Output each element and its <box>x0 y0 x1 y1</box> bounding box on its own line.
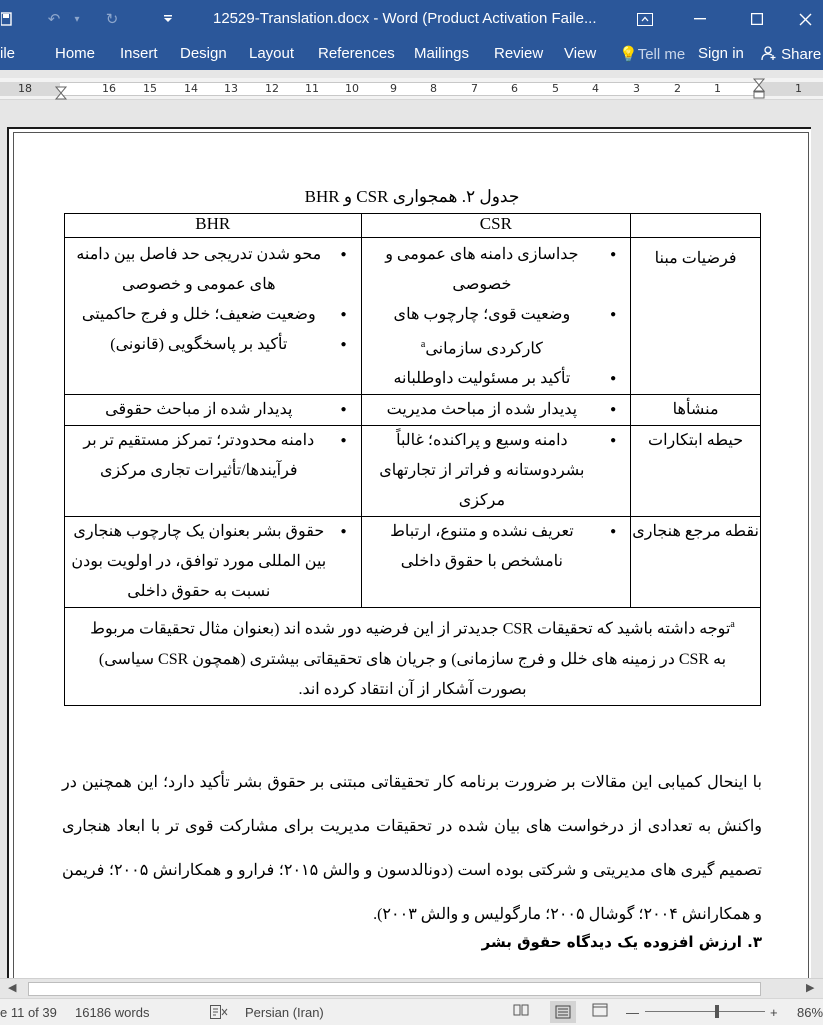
close-icon[interactable] <box>788 0 823 38</box>
bhr-cell <box>65 238 362 395</box>
ruler-number: 7 <box>471 82 478 95</box>
list-item: ● جداسازی دامنه های عمومی و خصوصی <box>368 240 625 300</box>
footnote-marker: a <box>420 339 426 350</box>
tab-file[interactable]: ile <box>0 45 16 62</box>
tab-layout[interactable]: Layout <box>249 45 295 62</box>
person-add-icon <box>761 45 777 61</box>
window-title: 12529-Translation.docx - Word (Product Activation Faile... <box>213 10 597 27</box>
list-item: ● پدیدار شده از مباحث حقوقی <box>71 395 355 425</box>
table-row <box>65 238 761 395</box>
csr-cell <box>361 426 631 517</box>
ruler-margin-right <box>760 82 823 96</box>
list-item: ● تعریف نشده و متنوع، ارتباط نامشخص با حقوق داخلی <box>368 517 625 577</box>
scrollbar-thumb[interactable] <box>28 982 761 996</box>
read-mode-icon[interactable] <box>513 1003 529 1020</box>
customize-qat-icon[interactable] <box>158 0 178 38</box>
tab-view[interactable]: View <box>564 45 597 62</box>
web-layout-icon[interactable] <box>592 1003 608 1020</box>
ruler-number: 8 <box>430 82 437 95</box>
ruler-number: 9 <box>390 82 397 95</box>
list-item: ● تأکید بر پاسخگویی (قانونی) <box>71 330 355 360</box>
share-button[interactable] <box>761 45 821 63</box>
zoom-slider-thumb[interactable] <box>715 1005 719 1018</box>
redo-icon[interactable]: ↻ <box>105 11 119 28</box>
footnote-marker: a <box>730 619 735 631</box>
list-item: ● دامنه وسیع و پراکنده؛ غالباً بشردوستانه و فراتر از تجارتهای مرکزی <box>368 426 625 516</box>
body-paragraph: با اینحال کمیابی این مقالات بر ضرورت برنامه کار تحقیقاتی مبتنی بر حقوق بشر تأکید دارد؛ این همچنین در واکنش به تعدادی از درخواست های بیان شده در تحقیقات مدیریت برای مشارکت قوی تر با ابعاد هنجاری تصمیم گیری های مدیریتی و شرکتی بوده است (دونالدسون و والش ۲۰۱۵؛ فرارو و همکارانش ۲۰۰۵؛ فریمن و همکارانش ۲۰۰۴؛ گوشال ۲۰۰۵؛ مارگولیس و والش ۲۰۰۳). <box>62 774 763 923</box>
header-csr: CSR <box>361 214 631 238</box>
language-status[interactable]: Persian (Iran) <box>245 1005 324 1020</box>
left-indent-marker-icon[interactable] <box>55 86 67 100</box>
scroll-left-icon[interactable]: ◀ <box>8 982 17 994</box>
ruler-number: 5 <box>552 82 559 95</box>
list-item: ● وضعیت قوی؛ چارچوب های کارکردی سازمانی$^a$ <box>368 300 625 364</box>
tab-mailings[interactable]: Mailings <box>414 45 470 62</box>
list-item: ● دامنه محدودتر؛ تمرکز مستقیم تر بر فرآیندها/تأثیرات تجاری مرکزی <box>71 426 355 486</box>
ruler-number: 10 <box>345 82 359 95</box>
tab-references[interactable]: References <box>318 45 395 62</box>
document-area[interactable] <box>0 101 811 978</box>
zoom-out-icon[interactable]: — <box>626 1005 639 1020</box>
csr-cell <box>361 517 631 608</box>
ruler-number: 15 <box>143 82 157 95</box>
undo-icon[interactable]: ↶ <box>47 11 61 28</box>
list-item: ● پدیدار شده از مباحث مدیریت <box>368 395 625 425</box>
minimize-icon[interactable] <box>677 0 723 38</box>
ruler-number: 2 <box>674 82 681 95</box>
ruler-number: 12 <box>265 82 279 95</box>
maximize-icon[interactable] <box>734 0 780 38</box>
comparison-table <box>64 213 761 706</box>
section-heading: ۳. ارزش افزوده یک دیدگاه حقوق بشر <box>481 933 762 951</box>
row-label: نقطه مرجع هنجاری <box>631 517 761 608</box>
word-count[interactable]: 16186 words <box>75 1005 150 1020</box>
table-row <box>65 426 761 517</box>
status-bar <box>0 998 823 1025</box>
ruler-number: 16 <box>102 82 116 95</box>
row-label: فرضیات مبنا <box>631 238 761 395</box>
ruler-number: 13 <box>224 82 238 95</box>
table-note-text: توجه داشته باشید که تحقیقات CSR جدیدتر از این فرضیه دور شده اند (بعنوان مثال تحقیقات مربوط به CSR در زمینه های خلل و فرج سازمانی) و جریان های تحقیقاتی بیشتری (همچون CSR سیاسی) بصورت آشکار از آن انتقاد کرده اند. <box>90 620 731 698</box>
table-row <box>65 517 761 608</box>
proofing-icon[interactable] <box>210 1005 228 1022</box>
ruler-number: 6 <box>511 82 518 95</box>
table-caption: جدول ۲. همجواری CSR و BHR <box>304 187 520 206</box>
table-header-row <box>65 214 761 238</box>
horizontal-ruler[interactable] <box>0 78 823 100</box>
tab-insert[interactable]: Insert <box>120 45 158 62</box>
table-note <box>65 608 761 705</box>
right-indent-marker-icon[interactable] <box>753 78 765 100</box>
tab-design[interactable]: Design <box>180 45 227 62</box>
vertical-scrollbar[interactable] <box>811 101 823 978</box>
list-item: ● وضعیت ضعیف؛ خلل و فرج حاکمیتی <box>71 300 355 330</box>
ruler-number: 11 <box>305 82 319 95</box>
sign-in-link[interactable]: Sign in <box>698 45 744 62</box>
ruler-number: 1 <box>795 82 802 95</box>
print-layout-icon[interactable] <box>550 1001 576 1023</box>
row-label: حیطه ابتکارات <box>631 426 761 517</box>
ruler-number: 14 <box>184 82 198 95</box>
bhr-cell <box>65 395 362 426</box>
title-bar <box>0 0 823 38</box>
share-label: Share <box>781 46 822 63</box>
ruler-number: 4 <box>592 82 599 95</box>
ruler-number: 18 <box>18 82 32 95</box>
tab-review[interactable]: Review <box>494 45 544 62</box>
header-empty-cell <box>631 214 761 238</box>
csr-cell <box>361 395 631 426</box>
ruler-number: 1 <box>714 82 721 95</box>
tab-home[interactable]: Home <box>55 45 96 62</box>
undo-dropdown-icon[interactable]: ▾ <box>74 13 80 25</box>
list-item: ● تأکید بر مسئولیت داوطلبانه <box>368 364 625 394</box>
ribbon-display-options-icon[interactable] <box>622 0 668 38</box>
zoom-slider[interactable] <box>645 1011 765 1012</box>
bhr-cell <box>65 517 362 608</box>
save-icon[interactable] <box>0 0 14 38</box>
zoom-level[interactable]: 86% <box>797 1005 823 1020</box>
bhr-cell <box>65 426 362 517</box>
page-count[interactable]: e 11 of 39 <box>0 1005 57 1020</box>
horizontal-scrollbar[interactable] <box>0 978 823 998</box>
lightbulb-icon: 💡 <box>619 46 638 63</box>
table-note-row <box>65 608 761 705</box>
table-row <box>65 395 761 426</box>
row-label: منشأها <box>631 395 761 426</box>
tell-me-search[interactable] <box>619 45 685 63</box>
header-bhr: BHR <box>65 214 362 238</box>
scroll-right-icon[interactable]: ▶ <box>806 982 815 994</box>
list-item: ● محو شدن تدریجی حد فاصل بین دامنه های عمومی و خصوصی <box>71 240 355 300</box>
zoom-in-icon[interactable]: + <box>770 1005 778 1020</box>
ribbon-tabs <box>0 38 823 70</box>
csr-cell <box>361 238 631 395</box>
list-item: ● حقوق بشر بعنوان یک چارچوب هنجاری بین المللی مورد توافق، در اولویت بودن نسبت به حقوق داخلی <box>71 517 355 607</box>
tell-me-label: Tell me <box>637 46 686 63</box>
page[interactable] <box>7 127 811 978</box>
ruler-number: 3 <box>633 82 640 95</box>
